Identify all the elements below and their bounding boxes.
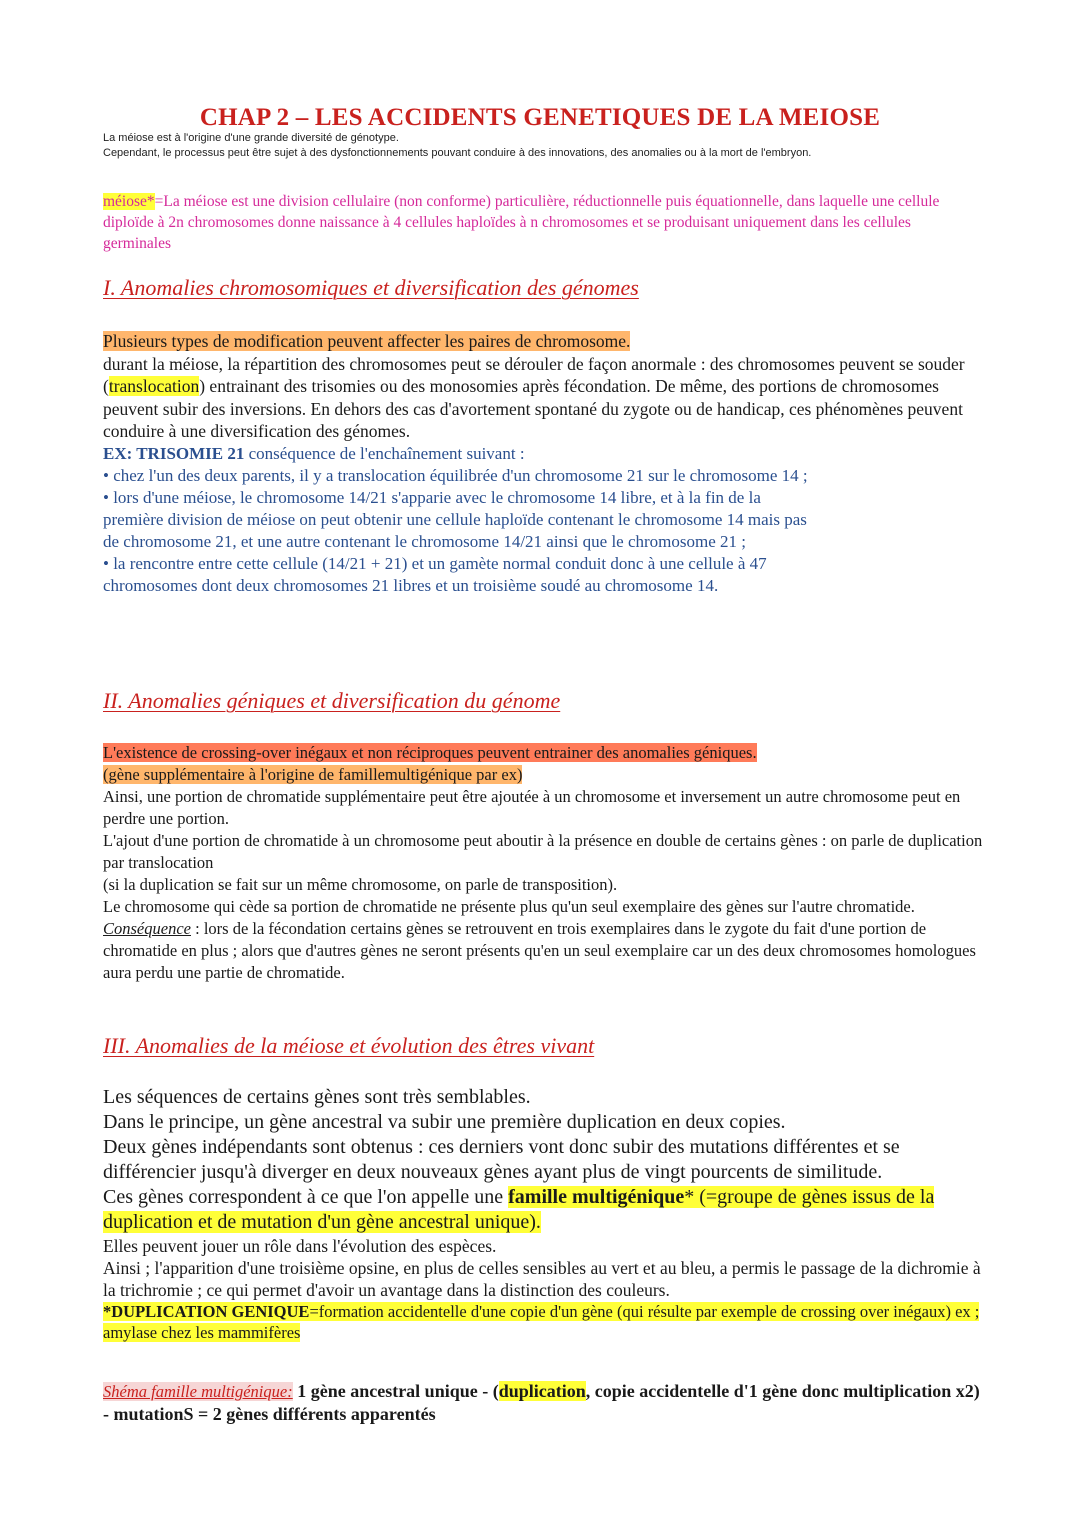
section-1-body xyxy=(103,330,983,443)
section-3-body xyxy=(103,1085,983,1343)
section-3-paragraph-2: Dans le principe, un gène ancestral va subir une première duplication en deux copies. xyxy=(103,1111,786,1133)
meiosis-definition xyxy=(103,191,963,254)
translocation-highlight: translocation xyxy=(108,376,200,396)
schema-text-b: , copie accidentelle d'1 gène donc multiplication x2) - mutationS = 2 gènes différents apparentés xyxy=(103,1381,980,1424)
section-3-paragraph-4 xyxy=(103,1185,983,1235)
intro-line-2: Cependant, le processus peut être sujet à des dysfonctionnements pouvant conduire à des innovations, des anomalies ou à la mort de l'embryon. xyxy=(103,147,812,159)
page-title: CHAP 2 – LES ACCIDENTS GENETIQUES DE LA MEIOSE xyxy=(199,104,881,131)
section-2-paragraph-1: Ainsi, une portion de chromatide supplémentaire peut être ajoutée à un chromosome et inversement un autre chromosome peut en perdre une portion. xyxy=(103,787,961,828)
intro-text xyxy=(103,131,811,161)
section-2-paragraph-3: (si la duplication se fait sur un même chromosome, on parle de transposition). xyxy=(103,875,618,894)
duplication-text: =formation accidentelle d'une copie d'un gène (qui résulte par exemple de crossing over inégaux) ex ; amylase chez les mammifères xyxy=(103,1302,980,1342)
schema-duplication-highlight: duplication xyxy=(498,1381,586,1401)
section-1-paragraph xyxy=(103,353,983,443)
section-2-consequence xyxy=(103,918,983,984)
section-1-lead: Plusieurs types de modification peuvent affecter les paires de chromosome. xyxy=(103,331,631,351)
example-text: conséquence de l'enchaînement suivant : xyxy=(244,444,525,463)
consequence-text: : lors de la fécondation certains gènes se retrouvent en trois exemplaires dans le zygote du fait d'une portion de chromatide en plus ; alors que d'autres gènes ne seront présents qu'en un seul exemplaire car un des deux chromosomes homologues aura perdu une partie de chromatide. xyxy=(103,919,976,982)
schema-line xyxy=(103,1380,983,1426)
section-1-text-b: ) entrainant des trisomies ou des monosomies après fécondation. De même, des portions de chromosomes peuvent subir des inversions. En dehors des cas d'avortement spontané du zygote ou de handicap, ces phénomènes peuvent conduire à une diversification des génomes. xyxy=(103,376,963,441)
section-3-paragraph-3: Deux gènes indépendants sont obtenus : ces derniers vont donc subir des mutations différentes et se différencier jusqu'à diverger en deux nouveaux gènes ayant plus de vingt pourcents de similitude. xyxy=(103,1136,900,1183)
schema-text-a: 1 gène ancestral unique - ( xyxy=(292,1381,499,1401)
section-2-body xyxy=(103,742,983,984)
definition-text: =La méiose est une division cellulaire (non conforme) particulière, réductionnelle puis équationnelle, dans laquelle une cellule diploïde à 2n chromosomes donne naissance à 4 cellules haploïdes à n chromosomes et se produisant uniquement dans les cellules germinales xyxy=(103,193,940,252)
schema-label: Shéma famille multigénique: xyxy=(103,1382,293,1401)
intro-line-1: La méiose est à l'origine d'une grande diversité de génotype. xyxy=(103,132,399,144)
example-bullet-1: • chez l'un des deux parents, il y a translocation équilibrée d'un chromosome 21 sur le chromosome 14 ; xyxy=(103,466,808,485)
example-bullet-2: • lors d'une méiose, le chromosome 14/21 s'apparie avec le chromosome 14 libre, et à la fin de la première division de méiose on peut obtenir une cellule haploïde contenant le chromosome 14 mais pas de chromosome 21, et une autre contenant le chromosome 14/21 ainsi que le chromosome 21 ; xyxy=(103,488,807,551)
section-2-lead: L'existence de crossing-over inégaux et non réciproques peuvent entrainer des anomalies géniques. xyxy=(103,743,757,762)
section-2-lead-2: (gène supplémentaire à l'origine de famillemultigénique par ex) xyxy=(103,765,523,784)
section-3-text-b: * (=groupe de gènes issus de la duplication et de mutation d'un gène ancestral unique). xyxy=(103,1186,935,1233)
consequence-label: Conséquence xyxy=(103,919,191,938)
trisomy-example xyxy=(103,443,823,597)
section-3-paragraph-1: Les séquences de certains gènes sont très semblables. xyxy=(103,1086,531,1108)
section-1-text-a: durant la méiose, la répartition des chromosomes peut se dérouler de façon anormale : des chromosomes peuvent se souder ( xyxy=(103,353,965,396)
example-bullet-3: • la rencontre entre cette cellule (14/21 + 21) et un gamète normal conduit donc à une cellule à 47 chromosomes dont deux chromosomes 21 libres et un troisième soudé au chromosome 14. xyxy=(103,554,767,595)
section-3-text-a: Ces gènes correspondent à ce que l'on appelle une xyxy=(103,1186,509,1208)
section-3-heading: III. Anomalies de la méiose et évolution des êtres vivant xyxy=(103,1033,595,1058)
duplication-label: *DUPLICATION GENIQUE xyxy=(103,1302,310,1321)
multigenic-family-term: famille multigénique xyxy=(508,1186,685,1208)
section-2-paragraph-2: L'ajout d'une portion de chromatide à un chromosome peut aboutir à la présence en double de certains gènes : on parle de duplication par translocation xyxy=(103,831,983,872)
gene-duplication-definition xyxy=(103,1301,983,1343)
section-3-paragraph-5: Elles peuvent jouer un rôle dans l'évolution des espèces. xyxy=(103,1236,497,1256)
definition-term: méiose* xyxy=(103,193,155,210)
section-1-heading: I. Anomalies chromosomiques et diversification des génomes xyxy=(103,275,639,300)
example-label: EX: TRISOMIE 21 xyxy=(103,444,245,463)
section-2-paragraph-4: Le chromosome qui cède sa portion de chromatide ne présente plus qu'un seul exemplaire des gènes sur l'autre chromatide. xyxy=(103,897,915,916)
section-3-paragraph-6: Ainsi ; l'apparition d'une troisième opsine, en plus de celles sensibles au vert et au bleu, a permis le passage de la dichromie à la trichromie ; ce qui permet d'avoir un avantage dans la distinction des couleurs. xyxy=(103,1258,981,1300)
section-2-heading: II. Anomalies géniques et diversification du génome xyxy=(103,688,561,713)
